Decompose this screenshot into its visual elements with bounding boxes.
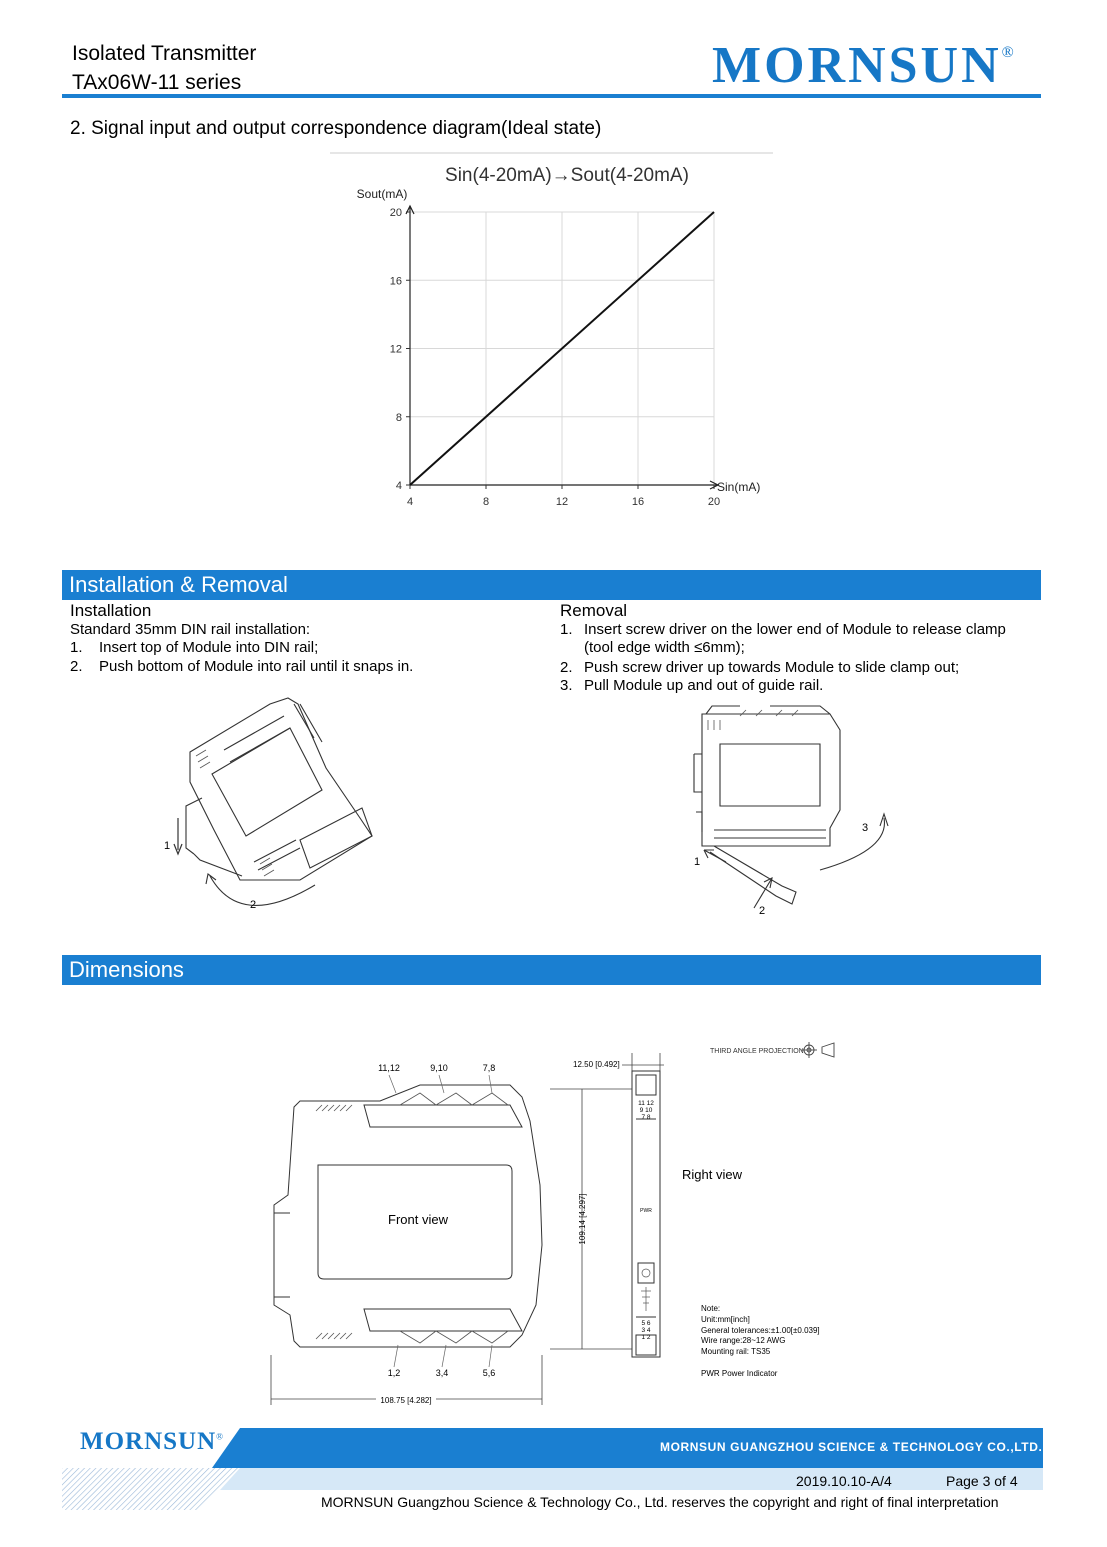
width-dimension: 108.75 [4.282] xyxy=(380,1396,432,1405)
footer-company: MORNSUN GUANGZHOU SCIENCE & TECHNOLOGY CO.,LTD. xyxy=(660,1440,1043,1454)
terminal-label-bottom: 5,6 xyxy=(482,1368,496,1378)
note-line: Wire range:28~12 AWG xyxy=(701,1336,786,1345)
removal-fig-label-3: 3 xyxy=(862,822,869,834)
header-title-line1: Isolated Transmitter xyxy=(72,42,257,65)
side-pin-label: 3 4 xyxy=(641,1327,651,1334)
terminal-label-bottom: 3,4 xyxy=(435,1368,449,1378)
removal-step-text-cont: (tool edge width ≤6mm); xyxy=(584,639,745,656)
chart-y-tick-label: 4 xyxy=(395,480,402,492)
removal-step-text: Push screw driver up towards Module to slide clamp out; xyxy=(584,659,960,676)
chart-x-tick-label: 4 xyxy=(406,496,414,508)
installation-title: Installation xyxy=(70,601,152,620)
pwr-note: PWR Power Indicator xyxy=(701,1369,778,1378)
removal-step-num: 2. xyxy=(560,659,573,676)
terminal-label-bottom: 1,2 xyxy=(387,1368,401,1378)
note-line: Note: xyxy=(701,1304,721,1313)
side-pin-label: 5 6 xyxy=(641,1320,651,1327)
removal-step-num: 1. xyxy=(560,621,573,638)
terminal-label-top: 7,8 xyxy=(482,1063,496,1073)
header-title-line2: TAx06W-11 series xyxy=(72,71,242,94)
installation-figure xyxy=(150,690,400,930)
chart-y-tick-label: 20 xyxy=(389,207,402,219)
height-dimension: 109.14 [4.297] xyxy=(578,1193,587,1245)
side-pin-label: 9 10 xyxy=(639,1107,653,1114)
chart-x-tick-label: 8 xyxy=(482,496,490,508)
brand-logo xyxy=(712,36,1014,95)
chart-x-tick-label: 12 xyxy=(555,496,569,508)
side-pin-label: 7 8 xyxy=(641,1114,651,1121)
side-pin-label: 11 12 xyxy=(638,1100,654,1107)
footer-page-number: Page 3 of 4 xyxy=(946,1473,1018,1489)
removal-step-text: Insert screw driver on the lower end of Module to release clamp xyxy=(584,621,1006,638)
io-chart xyxy=(330,150,775,520)
install-step-num: 2. xyxy=(70,658,83,675)
removal-step-text: Pull Module up and out of guide rail. xyxy=(584,677,824,694)
chart-x-tick-label: 16 xyxy=(631,496,645,508)
removal-fig-label-1: 1 xyxy=(694,856,701,868)
removal-step-num: 3. xyxy=(560,677,573,694)
removal-fig-label-2: 2 xyxy=(759,905,766,917)
terminal-label-top: 9,10 xyxy=(430,1063,448,1073)
note-line: General tolerances:±1.00[±0.039] xyxy=(701,1326,820,1335)
removal-title: Removal xyxy=(560,601,628,620)
install-step-text: Insert top of Module into DIN rail; xyxy=(99,639,319,656)
brand-logo-text: MORNSUN xyxy=(712,37,1002,94)
depth-dimension: 12.50 [0.492] xyxy=(573,1060,620,1069)
note-line: Mounting rail: TS35 xyxy=(701,1347,771,1356)
removal-figure xyxy=(680,700,910,930)
front-view-label: Front view xyxy=(388,1212,448,1227)
chart-x-tick-label: 20 xyxy=(707,496,721,508)
installation-fig-label-1: 1 xyxy=(164,840,171,852)
header-divider xyxy=(62,94,1041,98)
footer-logo-mark: ® xyxy=(216,1431,224,1442)
chart-y-tick-label: 16 xyxy=(389,275,402,288)
install-step-text: Push bottom of Module into rail until it snaps in. xyxy=(99,658,414,675)
footer-logo-text: MORNSUN xyxy=(80,1428,217,1455)
dimensions-drawing xyxy=(260,1035,860,1410)
installation-intro: Standard 35mm DIN rail installation: xyxy=(70,621,311,638)
install-step-num: 1. xyxy=(70,639,83,656)
dimensions-band: Dimensions xyxy=(62,955,1041,985)
terminal-label-top: 11,12 xyxy=(378,1063,400,1073)
projection-symbol xyxy=(801,1042,834,1058)
footer-logo xyxy=(80,1428,223,1456)
right-view-label: Right view xyxy=(682,1167,742,1182)
section-heading: 2. Signal input and output correspondence diagram(Ideal state) xyxy=(70,118,602,139)
footer-copyright: MORNSUN Guangzhou Science & Technology Co., Ltd. reserves the copyright and right of final interpretation xyxy=(321,1494,999,1510)
note-line: Unit:mm[inch] xyxy=(701,1315,750,1324)
chart-y-tick-label: 8 xyxy=(395,411,402,424)
installation-band: Installation & Removal xyxy=(62,570,1041,600)
chart-y-tick-label: 12 xyxy=(389,343,402,356)
side-pin-label: 1 2 xyxy=(641,1334,651,1341)
footer-revision: 2019.10.10-A/4 xyxy=(796,1473,892,1489)
chart-x-axis-label: Sin(mA) xyxy=(717,480,761,494)
chart-y-axis-label: Sout(mA) xyxy=(356,187,408,201)
installation-fig-label-2: 2 xyxy=(250,899,257,911)
chart-title: Sin(4-20mA)→Sout(4-20mA) xyxy=(445,165,689,186)
brand-logo-mark: ® xyxy=(1001,44,1014,61)
pwr-indicator-label: PWR xyxy=(640,1208,652,1214)
projection-label: THIRD ANGLE PROJECTION xyxy=(710,1048,804,1055)
